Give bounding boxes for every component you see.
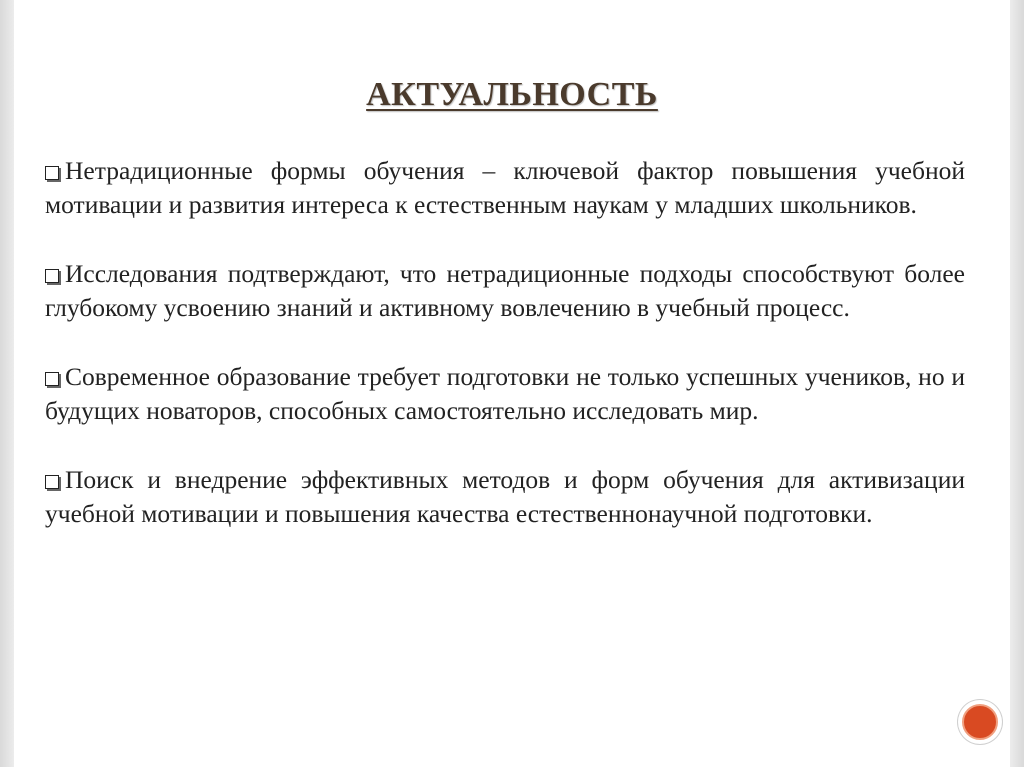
orange-circle-icon: [962, 704, 998, 740]
right-edge-shadow: [1010, 0, 1024, 767]
bullet-text: Исследования подтверждают, что нетрадиционные подходы способствуют более глубокому усвоению знаний и активному вовлечению в учебный процесс.: [45, 259, 965, 322]
bullet-item: [45, 360, 965, 428]
slide-title-text: АКТУАЛЬНОСТЬ: [366, 76, 658, 113]
bullet-text: Современное образование требует подготовки не только успешных учеников, но и будущих новаторов, способных самостоятельно исследовать мир.: [45, 362, 965, 425]
bullet-item: [45, 257, 965, 325]
bullet-text: Нетрадиционные формы обучения – ключевой фактор повышения учебной мотивации и развития интереса к естественным наукам у младших школьников.: [45, 156, 965, 219]
bullet-item: [45, 154, 965, 222]
square-checkbox-icon: [45, 475, 59, 489]
slide-title: [0, 76, 1024, 114]
bullet-item: [45, 463, 965, 531]
square-checkbox-icon: [45, 269, 59, 283]
bullet-text: Поиск и внедрение эффективных методов и форм обучения для активизации учебной мотивации и повышения качества естественнонаучной подготовки.: [45, 465, 965, 528]
square-checkbox-icon: [45, 166, 59, 180]
slide-badge: [958, 700, 1002, 744]
left-edge-shadow: [0, 0, 14, 767]
square-checkbox-icon: [45, 372, 59, 386]
bullet-list: [45, 154, 965, 566]
